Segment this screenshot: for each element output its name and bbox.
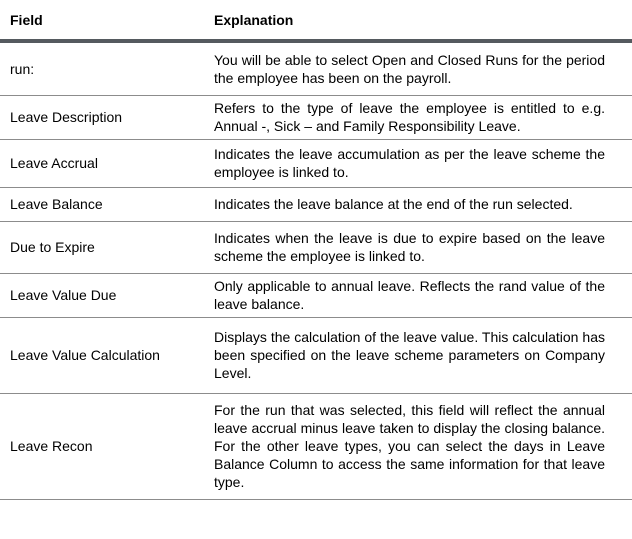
table-row: [0, 221, 632, 273]
explanation-cell: Refers to the type of leave the employee is entitled to e.g. Annual -, Sick – and Family Responsibility Leave.: [204, 95, 632, 139]
table-row: [0, 95, 632, 139]
explanation-cell: Indicates the leave accumulation as per the leave scheme the employee is linked to.: [204, 139, 632, 187]
header-field: Field: [0, 0, 204, 41]
table-row: [0, 139, 632, 187]
table-row: [0, 187, 632, 221]
explanation-cell: Indicates when the leave is due to expire based on the leave scheme the employee is linked to.: [204, 221, 632, 273]
field-cell: Leave Value Due: [0, 273, 204, 317]
explanation-cell: Only applicable to annual leave. Reflects the rand value of the leave balance.: [204, 273, 632, 317]
field-cell: Leave Value Calculation: [0, 317, 204, 393]
table-row: [0, 41, 632, 95]
explanation-cell: For the run that was selected, this field will reflect the annual leave accrual minus leave taken to display the closing balance. For the other leave types, you can select the days in Leave Balance Column to access the same information for that leave type.: [204, 393, 632, 499]
explanation-cell: Indicates the leave balance at the end of the run selected.: [204, 187, 632, 221]
explanation-cell: You will be able to select Open and Closed Runs for the period the employee has been on the payroll.: [204, 41, 632, 95]
explanation-cell: Displays the calculation of the leave value. This calculation has been specified on the leave scheme parameters on Company Level.: [204, 317, 632, 393]
table-row: [0, 393, 632, 499]
field-cell: Leave Recon: [0, 393, 204, 499]
field-cell: run:: [0, 41, 204, 95]
field-cell: Due to Expire: [0, 221, 204, 273]
table-row: [0, 273, 632, 317]
field-cell: Leave Balance: [0, 187, 204, 221]
table-header-row: [0, 0, 632, 41]
field-cell: Leave Accrual: [0, 139, 204, 187]
header-explanation: Explanation: [204, 0, 632, 41]
field-cell: Leave Description: [0, 95, 204, 139]
table-row: [0, 317, 632, 393]
